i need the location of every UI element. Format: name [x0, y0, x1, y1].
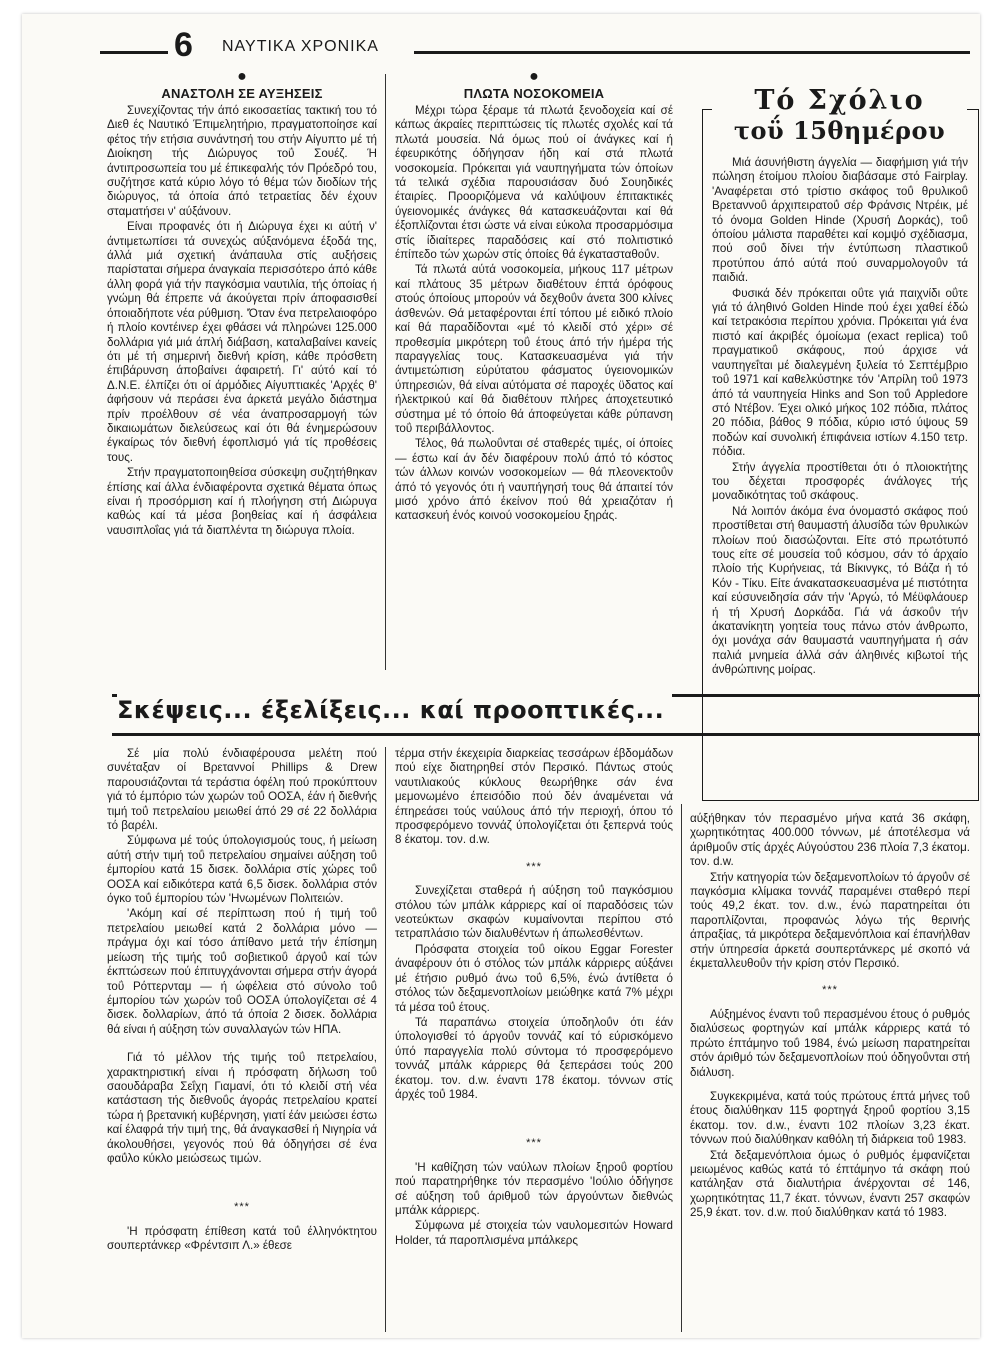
newspaper-page: [22, 14, 980, 1338]
page-number: 6: [174, 26, 193, 64]
header-rule-right: [414, 51, 970, 54]
paragraph: Τά πλωτά αύτά νοσοκομεία, μήκους 117 μέτρων καί πλάτους 35 μέτρων διαθέτουν έπτά όρόφους στούς όποίους μπορούν νά δεχθοΰν άνετα 300 κλίνες άσθενών. Θά μεταφέρονται έπί τόπου μέ ειδικό πλοίο καί θά παραδίδονται «μέ τό κλειδί στό χέρι» σέ προθεσμία μικρότερη τοΰ έτους άπό τήν ήμέρα τής παραγγελίας τους. Κατασκευασμένα γιά τήν άντιμετώπιση εύρύτατου φάσματος ύγειονομικών ύπηρεσιών, θά είναι αύτόματα σέ παροχές ϋδατος καί ήλεκτρικού καί θά διαθέτουν πλήρες άποχετευτικό σύστημα μέ τό όποίο θά άποφεύγεται κάθε ρύπανση τοΰ περιβάλλοντος.: [395, 263, 673, 435]
commentary-text: [712, 156, 968, 678]
feature-title: Σκέψεις... έξελίξεις... καί προοπτικές...: [117, 690, 672, 730]
paragraph: Σύμφωνα μέ στοιχεία τών ναυλομεσιτών Howard Holder, τά παροπλισμένα μπάλκερς: [395, 1219, 673, 1247]
article-title: ΠΛΩΤΑ ΝΟΣΟΚΟΜΕΙΑ: [463, 86, 605, 101]
paragraph: 'Η πρόσφατη έπίθεση κατά τοΰ έλληνόκτητου σουπερτάνκερ «Φρέντσιπ Λ.» έθεσε: [107, 1224, 377, 1253]
column-rule: [385, 74, 386, 670]
paragraph: Στήν πραγματοποιηθείσα σύσκεψη συζητήθηκαν έπίσης καί άλλα ένδιαφέροντα σχετικά θέματα όπως είναι ή προσόρμιση καί ή πλοήγηση στή Διώρυγα καθώς καί τά μέσα βοηθείας καί ή άσφάλεια ναυσιπλοΐας γιά τά διαπλέντα τη διώρυγα πλοία.: [107, 466, 377, 537]
column-rule: [385, 747, 386, 1332]
paragraph: Συνεχίζεται σταθερά ή αύξηση τοΰ παγκόσμιου στόλου τών μπάλκ κάρριερς καί οί παραδόσεις τών νεοτεύκτων σκαφών κυμαίνονται περίπου στό τετραπλάσιο τών διαλυθέντων ή άπωλεσθέντων.: [395, 884, 673, 941]
paragraph: Συγκεκριμένα, κατά τούς πρώτους έπτά μήνες τοΰ έτους διαλύθηκαν 115 φορτηγά ξηροΰ φορτίου 3,15 έκατομ. τον. d.w., έναντι 102 πλοίων 3,23 έκατ. τόννων πού διαλύθηκαν καθόλη τή διάρκεια τοΰ 1983.: [690, 1089, 970, 1147]
paragraph: Στήν κατηγορία τών δεξαμενοπλοίων τό άργοΰν σέ παγκόσμια κλίμακα τοννάζ παραμένει σταθερό περί τούς 49,2 έκατ. τον. d.w., ένώ παρατηρείται ότι παροπλίζονται, προφανώς λόγω τής θερινής άπραξίας, τά μικρότερα δεξαμενόπλοια καί έπανήλθαν στήν ύπηρεσία άρκετά σουπερτάνκερς μέ σκοπό νά έκμεταλλευθοΰν τήν κρίση στόν Περσικό.: [690, 870, 970, 971]
paragraph: Γιά τό μέλλον τής τιμής τοΰ πετρελαίου, χαρακτηριστική είναι ή πρόσφατη δήλωση τοΰ σαουδάραβα Σεΐχη Γιαμανί, ότι τό κλειδί στή νέα κατάσταση τής διεθνοΰς άγοράς πετρελαίου κρατεί τώρα ή βρετανική κυβέρνηση, γιατί έάν μειώσει έστω καί έλαφρά τήν τιμή της, θά άναγκασθεί ή Νιγηρία νά άκολουθήσει, γεγονός πού θά όδηγήσει σέ ένα φαΰλο κύκλο μειώσεως τιμών.: [107, 1051, 377, 1165]
header-rule-left: [100, 51, 168, 54]
publication-name: ΝΑΥΤΙΚΑ ΧΡΟΝΙΚΑ: [222, 38, 379, 55]
column-rule: [681, 804, 682, 1332]
paragraph: Στήν άγγελία προστίθεται ότι ό πλοιοκτήτης του δέχεται προσφορές άνάλογες τής μοναδικότητας τοΰ σκάφους.: [712, 460, 968, 503]
paragraph: τέρμα στήν έκεχειρία διαρκείας τεσσάρων έβδομάδων πού είχε διατηρηθεί στόν Περσικό. Πάντως στούς ναυτιλιακούς κύκλους θεωρήθηκε σάν ένα μεμονωμένο έπεισόδιο πού δέν άναμένεται νά έπηρεάσει τούς ναύλους άπό τήν περιοχή, όπου τό προσφερόμενο τοννάζ ύπολογίζεται ότι ξεπερνά τούς 8 έκατομ. τον. d.w.: [395, 747, 673, 847]
feature-column-2: [395, 747, 673, 1248]
paragraph: Μέχρι τώρα ξέραμε τά πλωτά ξενοδοχεία καί σέ κάπως άκραίες περιπτώσεις τίς πλωτές σχολές καί τά πλωτά μουσεία. Νά όμως πού οί άνάγκες καί ή έφευρικότης όδήγησαν ήδη καί στά πλωτά νοσοκομεία. Πρόκειται γιά ναυπηγήματα τών όποίων τά τελικά σχέδια παρουσιάσαν δυό Σουηδικές έταιρίες. Προοριζόμενα νά καλύψουν έπιτακτικές ύγειονομικές άνάγκες θά κατασκευάζονται καί θά έξοπλίζονται έτσι ώστε νά είναι εύκολα προσαρμόσιμα στίς ίδιαίτερες παραδόσεις καί στό πολιτιστικό έπίπεδο τών χωρών στίς όποίες θά έγκατασταθοΰν.: [395, 104, 673, 262]
commentary-title-line1: Τό Σχόλιο: [754, 85, 925, 116]
section-separator: ***: [234, 1201, 250, 1214]
paragraph: Μιά άσυνήθιστη άγγελία — διαφήμιση γιά τήν πώληση έτοίμου πλοίου διαβάσαμε στό Fairplay. 'Αναφέρεται στό τρίστιο σκάφος τοΰ θρυλικοΰ Βρεταννοΰ άρχιπειρατοΰ σέρ Φράνσις Ντρέικ, μέ τό όνομα Golden Hinde (Χρυσή Δορκάς), τοΰ όποίου μάλιστα παραθέτει καί κομψό σχέδιασμα, πού σοΰ δίνει τήν έντύπωση πλαστικοΰ προτύπου άπό αύτά πού συναρμολογοΰν τά παιδιά.: [712, 156, 968, 285]
paragraph: 'Η καθίζηση τών ναύλων πλοίων ξηροΰ φορτίου πού παρατηρήθηκε τόν περασμένο 'Ιούλιο όδήγησε σέ αύξηση τοΰ άριθμοΰ τών άργούντων διεθνώς μπάλκ κάρριερς.: [395, 1160, 673, 1217]
paragraph: Φυσικά δέν πρόκειται οΰτε γιά παιχνίδι οΰτε γιά τό άληθινό Golden Hinde πού έχει χαθεί έδώ καί τετρακόσια περίπου χρόνια. Πρόκειται γιά ένα πιστό καί άκριβές όμοίωμα (exact replica) τοΰ πραγματικοΰ σκάφους, πού άρχισε νά ναυπηγεΐται μέ διαλεγμένη ξυλεία τό Σεπτέμβριο τοΰ 1971 καί καθελκύστηκε τόν 'Απρίλη τοΰ 1973 άπό τά ναυπηγεία Hinks and Son τοΰ Appledore στό Ντέβον. Έχει ολικό μήκος 102 πόδια, πλάτος 20 πόδια, βάθος 9 πόδια, κύριο ιστό ύψους 59 ποδών καί συνολική έπιφάνεια ιστίων 4.150 τετρ. πόδια.: [712, 286, 968, 459]
feature-column-1: [107, 747, 377, 1254]
section-separator: ***: [822, 984, 838, 997]
paragraph: 'Ακόμη καί σέ περίπτωση πού ή τιμή τοΰ πετρελαίου μειωθεί κατά 2 δολλάρια μόνο — πράγμα όχι καί τόσο άπίθανο μετά τήν έπίσημη μείωση τής τιμής τοΰ σοβιετικοΰ άργοΰ καί τών έκπτώσεων πού έπιτυγχάνονται σήμερα στήν άγορά τοΰ Ρόττερνταμ — ή ώφέλεια στό σύνολο τοΰ έμπορίου τών χωρών τοΰ ΟΟΣΑ ύπολογίζεται σέ 4 δισεκ. δολλαρίων, άπό τά όποία 2 δισεκ. δολλάρια θά είναι ή αύξηση τών συναλλαγών τών ΗΠΑ.: [107, 907, 377, 1036]
paragraph: Στά δεξαμενόπλοια όμως ό ρυθμός έμφανίζεται μειωμένος καθώς κατά τό έπτάμηνο τά σκάφη πού κατάληξαν στά διαλυτήρια άνέρχονται σέ 146, χωρητικότητας 11,7 έκατ. τόννων, έναντι 257 σκαφών 25,9 έκατ. τον. d.w. πού διαλύθηκαν κατά τό 1983.: [690, 1148, 970, 1220]
paragraph: Σύμφωνα μέ τούς ύπολογισμούς τους, ή μείωση αύτή στήν τιμή τοΰ πετρελαίου σημαίνει αύξηση τοΰ έμπορίου κατά 15 δισεκ. δολλάρια στίς χώρες τοΰ ΟΟΣΑ καί ειδικότερα κατά 6,5 δισεκ. δολλάρια στόν όγκο τοΰ έμπορίου τών 'Ηνωμένων Πολιτειών.: [107, 834, 377, 906]
bullet-dot: ●: [237, 68, 247, 85]
paragraph: Τέλος, θά πωλοΰνται σέ σταθερές τιμές, οί όποίες — έστω καί άν δέν διαφέρουν πολύ άπό τό κόστος τών άλλων κοινών νοσοκομείων — θά πλεονεκτοΰν άπό τό γεγονός ότι ή ναυπήγησή τους θά άπαιτεί τόν μισό χρόνο άπό έκείνον πού θά χρειαζόταν ή κατασκευή ένός κοινού νοσοκομείου ξηράς.: [395, 437, 673, 523]
bullet-dot: ●: [529, 68, 539, 85]
paragraph: Τά παραπάνω στοιχεία ύποδηλοΰν ότι έάν ύπολογισθεί τό άργοΰν τοννάζ καί τό εύρισκόμενο ύπό παραγγελία πολύ σύντομα τό προσφερόμενο τοννάζ μπάλκ κάρριερς θά ξεπεράσει τούς 200 έκατομ. τον. d.w. έναντι 178 έκατομ. τόννων στίς άρχές τοΰ 1984.: [395, 1015, 673, 1101]
section-separator: ***: [526, 860, 542, 873]
paragraph: Συνεχίζοντας τήν άπό εικοσαετίας τακτική του τό Διεθ ές Ναυτικό Έπιμελητήριο, πραγματοποίησε καί φέτος τήν ετήσια συνάντησή του στήν Αίγυπτο μέ τή Διοίκηση τής Διώρυγος τοΰ Σουέζ. Ή άντιπροσωπεία του μέ έπικεφαλής τόν Πρόεδρό του, συζήτησε κατά κύριο λόγο τό θέμα τών διοδίων τής διώρυγος, τά όποία άπό τετραετίας δέν έχουν σταματήσει ν' αύξάνουν.: [107, 104, 377, 218]
article-floating-hospitals: [395, 70, 673, 524]
feature-column-3: [690, 812, 970, 1221]
paragraph: Νά λοιπόν άκόμα ένα όνομαστό σκάφος πού προστίθεται στή θαυμαστή άλυσίδα τών θρυλικών πλοίων πού διασώζονται. Είτε στό πρωτότυπό τους είτε σέ μουσεία τοΰ κόσμου, σάν τό άρχαίο πλοίο τής Κυρήνειας, τά Βίκινγκς, τό Βάζα ή τό Κόν - Τίκυ. Είτε άνακατασκευασμένα μέ πιστότητα καί εύσυνειδησία σάν τήν 'Αργώ, τό Μέϋφλάουερ ή τή Χρυσή Δορκάδα. Γιά νά άσκοΰν τήν άκατανίκητη γοητεία τους πάνω στόν άνθρωπο, όχι μονάχα σάν θαυμαστά ναυπηγήματα ή σάν παλιά μνημεία άλλά σάν άληθινές κιβωτοί τής άνθρώπινης μοίρας.: [712, 504, 968, 677]
paragraph: αύξήθηκαν τόν περασμένο μήνα κατά 36 σκάφη, χωρητικότητας 400.000 τόννων, μέ άποτέλεσμα νά άριθμοΰν στίς άρχές Αύγούστου 236 πλοία 7,3 έκατομ. τον. d.w.: [690, 812, 970, 869]
paragraph: Πρόσφατα στοιχεία τοΰ οίκου Eggar Forester άναφέρουν ότι ό στόλος τών μπάλκ κάρριερς αύξάνει μέ έτήσιο ρυθμό άνω τοΰ 6,5%, ένώ άντίθετα ό στόλος τών δεξαμενοπλοίων μειώθηκε κατά 7% μέχρι τά μέσα τοΰ έτους.: [395, 942, 673, 1014]
commentary-title: [712, 86, 967, 146]
paragraph: Σέ μία πολύ ένδιαφέρουσα μελέτη πού συνέταξαν οί Βρεταννοί Phillips & Drew παρουσιάζονται τά τεράστια όφέλη πού προκύπτουν γιά τό έμπόριο τών χωρών τοΰ ΟΟΣΑ, έάν ή διεθνής τιμή τοΰ πετρελαίου μειωθεί άπό 29 σέ 22 δολλάρια τό βαρέλι.: [107, 747, 377, 833]
commentary-title-line2: τοΰ 15θημέρου: [733, 116, 946, 145]
paragraph: Αύξημένος έναντι τοΰ περασμένου έτους ό ρυθμός διαλύσεως φορτηγών καί μπάλκ κάρριερς κατά τό πρώτο έπτάμηνο τοΰ 1984, ένώ μείωση παρατηρείται στόν άριθμό τών δεξαμενοπλοίων πού όδηγοΰνται στή διάλυση.: [690, 1007, 970, 1079]
article-suspension-increases: [107, 70, 377, 538]
paragraph: Είναι προφανές ότι ή Διώρυγα έχει κι αύτή ν' άντιμετωπίσει τά συνεχώς αύξανόμενα έξοδά της, άλλά μιά σχετική άνάπαυλα στίς αυξήσεις παρίσταται σήμερα άναγκαία περισσότερο άπό κάθε άλλη φορά γιά τήν παγκόσμια ναυτιλία, τής όποίας ή γνώμη θά έπρεπε νά άκούγεται πρίν άποφασισθεί όποιαδήποτε νέα ρύθμιση. 'Όταν ένα πετρελαιοφόρο ή πλοίο κοντέινερ έχει φθάσει νά πληρώνει 125.000 δολλάρια γιά μιά άπλή διάβαση, καταλαβαίνει κανείς ότι μέ τή σημερινή διεθνή κρίση, κάθε πρόσθετη έπιβάρυνση άποβαίνει άφαιρετή. Γι' αύτό καί τό Δ.Ν.Ε. έλπίζει ότι οί άρμόδιες Αίγυπτιακές 'Αρχές θ' άφήσουν νά περάσει ένα άρκετά μεγάλο διάστημα πρίν προέλθουν σέ νέα άναπροσαρμογή τών δικαιωμάτων διελεύσεως καί ότι θά ένημερώσουν έγκαίρως τόν διεθνή έφοπλισμό γιά τίς προθέσεις τους.: [107, 220, 377, 464]
article-title: ΑΝΑΣΤΟΛΗ ΣΕ ΑΥΞΗΣΕΙΣ: [161, 86, 323, 101]
section-separator: ***: [526, 1137, 542, 1150]
